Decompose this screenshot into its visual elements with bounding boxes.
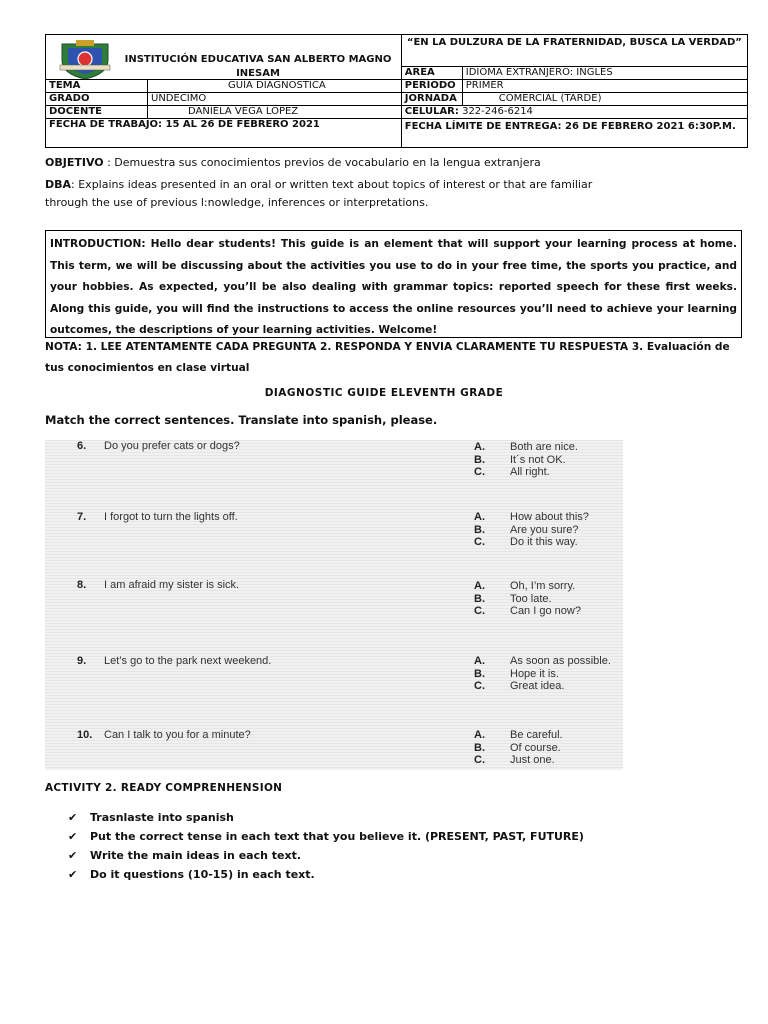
checklist-item: ✔ Trasnlaste into spanish: [68, 808, 584, 827]
option-a: A. As soon as possible.: [474, 655, 611, 667]
question-text: I forgot to turn the lights off.: [104, 511, 238, 523]
option-b: B. Are you sure?: [474, 523, 579, 536]
question-text: Let’s go to the park next weekend.: [104, 655, 272, 667]
question-text: Do you prefer cats or dogs?: [104, 440, 240, 452]
guide-title: DIAGNOSTIC GUIDE ELEVENTH GRADE: [264, 387, 504, 399]
checklist-item: ✔ Put the correct tense in each text that you believe it. (PRESENT, PAST, FUTURE): [68, 827, 584, 846]
jornada-label: JORNADA: [401, 93, 462, 106]
option-b: B. It´s not OK.: [474, 453, 566, 466]
match-instruction: Match the correct sentences. Translate into spanish, please.: [45, 413, 438, 427]
header-table-block: [45, 34, 748, 148]
question-number: 10.: [77, 729, 93, 741]
objetivo-label: OBJETIVO: [45, 156, 104, 169]
periodo-label: PERÍODO: [401, 80, 462, 93]
school-motto: “EN LA DULZURA DE LA FRATERNIDAD, BUSCA LA VERDAD”: [401, 35, 747, 67]
dba: [45, 176, 625, 212]
checkmark-icon: ✔: [68, 830, 78, 843]
option-c: C. All right.: [474, 466, 550, 478]
celular-label: CELULAR:: [404, 106, 459, 117]
answer-options: [474, 511, 589, 549]
tema-value: GUÍA DIAGNOSTICA: [148, 80, 402, 93]
celular-cell: [401, 106, 747, 119]
option-c: C. Can I go now?: [474, 605, 581, 617]
celular-value: 322-246-6214: [462, 106, 533, 117]
school-crest-logo: [56, 38, 114, 80]
fecha-limite: FECHA LÍMITE DE ENTREGA: 26 DE FEBRERO 2021 6:30P.M.: [401, 119, 747, 148]
docente-label: DOCENTE: [46, 106, 148, 119]
question-number: 8.: [77, 579, 87, 591]
jornada-value: COMERCIAL (TARDE): [462, 93, 747, 106]
activity-checklist: [68, 808, 584, 884]
matching-exercise-image: [45, 440, 623, 770]
option-a: A. Oh, I’m sorry.: [474, 580, 576, 592]
option-c: C. Great idea.: [474, 680, 565, 692]
checklist-item: ✔ Do it questions (10-15) in each text.: [68, 865, 584, 884]
option-a: A. Both are nice.: [474, 441, 578, 453]
area-value: IDIOMA EXTRANJERO: INGLÉS: [462, 67, 747, 80]
objetivo: [45, 155, 745, 170]
answer-options: [474, 580, 581, 618]
checklist-item: ✔ Write the main ideas in each text.: [68, 846, 584, 865]
question-number: 7.: [77, 511, 87, 523]
school-name-line2: INESAM: [236, 68, 280, 79]
fecha-trabajo: FECHA DE TRABAJO: 15 AL 26 DE FEBRERO 2021: [46, 119, 402, 148]
dba-label: DBA: [45, 178, 72, 191]
school-cell: [46, 35, 402, 80]
answer-options: [474, 441, 578, 479]
school-name: [108, 53, 408, 81]
checkmark-icon: ✔: [68, 849, 78, 862]
header-table: [45, 34, 748, 148]
question-number: 6.: [77, 440, 87, 452]
nota: NOTA: 1. LEE ATENTAMENTE CADA PREGUNTA 2. RESPONDA Y ENVIA CLARAMENTE TU RESPUESTA 3. Evaluación de tus conocimientos en clase virtual: [45, 341, 730, 374]
option-c: C. Just one.: [474, 754, 555, 766]
answer-options: [474, 729, 563, 767]
question-text: Can I talk to you for a minute?: [104, 729, 251, 741]
question-text: I am afraid my sister is sick.: [104, 579, 240, 591]
grado-label: GRADO: [46, 93, 148, 106]
school-name-line1: INSTITUCIÓN EDUCATIVA SAN ALBERTO MAGNO: [124, 54, 392, 65]
option-a: A. How about this?: [474, 511, 589, 523]
option-b: B. Too late.: [474, 592, 552, 605]
grado-value: UNDECIMO: [148, 93, 402, 106]
area-label: AREA: [401, 67, 462, 80]
checkmark-icon: ✔: [68, 811, 78, 824]
option-a: A. Be careful.: [474, 729, 563, 741]
dba-text: : Explains ideas presented in an oral or written text about topics of interest or that are familiar through the use of previous l:nowledge, inferences or interpretations.: [45, 178, 593, 209]
answer-options: [474, 655, 611, 693]
activity-title: ACTIVITY 2. READY COMPRENHENSION: [45, 782, 283, 794]
docente-value: DANIELA VEGA LÓPEZ: [148, 106, 402, 119]
introduction-box: INTRODUCTION: Hello dear students! This guide is an element that will support your learning process at home. This term, we will be discussing about the activities you use to do in your free time, the sports you practice, and your hobbies. As expected, you’ll be also dealing with grammar topics: reported speech for these first weeks. Along this guide, you will find the instructions to access the online resources you’ll need to achieve your learning outcomes, the descriptions of your learning activities. Welcome!: [45, 230, 742, 338]
question-number: 9.: [77, 655, 87, 667]
option-b: B. Hope it is.: [474, 667, 559, 680]
objetivo-text: : Demuestra sus conocimientos previos de vocabulario en la lengua extranjera: [103, 156, 541, 169]
tema-label: TEMA: [46, 80, 148, 93]
checkmark-icon: ✔: [68, 868, 78, 881]
option-b: B. Of course.: [474, 741, 561, 754]
periodo-value: PRIMER: [462, 80, 747, 93]
option-c: C. Do it this way.: [474, 536, 578, 548]
